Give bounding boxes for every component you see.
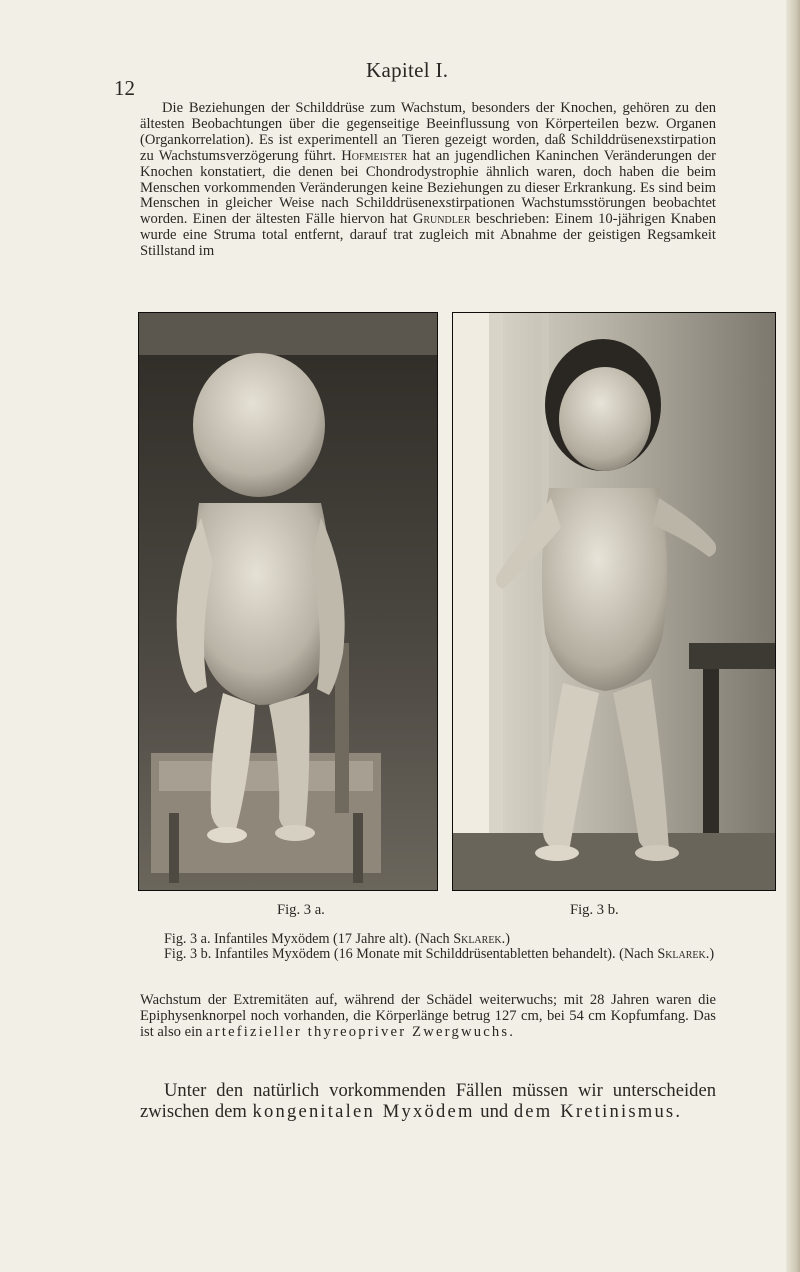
author-name-grundler: Grundler [412, 211, 471, 228]
page-number: 12 [114, 76, 135, 100]
figure-3a-label: Fig. 3 a. [277, 902, 325, 918]
caption-3a-author: Sklarek [453, 931, 502, 947]
caption-3b [140, 947, 716, 962]
figure-3b-label: Fig. 3 b. [570, 902, 619, 918]
paragraph-1-text-c: beschrieben: Einem 10-jährigen Knaben wurde eine Struma total entfernt, darauf trat zugleich mit Abnahme der geistigen Regsamkeit Stillstand im [140, 211, 716, 260]
page-edge [786, 0, 800, 1272]
paragraph-1-text-b: hat an jugendlichen Kaninchen Veränderungen der Knochen konstatiert, die denen bei Chondrodystrophie ähnlich waren, doch haben die beim Menschen vorkommenden Veränderungen keine Beziehungen zu dieser Erkrankung. Es sind beim Menschen in gleicher Weise nach Schilddrüsenexstirpationen Wachstumsstörungen beobachtet worden. Einen der ältesten Fälle hiervon hat [140, 147, 716, 228]
paragraph-3-text: Unter den natürlich vorkommenden Fällen müssen wir unterscheiden zwischen dem [140, 1080, 716, 1122]
paragraph-2-emphasis: artefizieller thyreopriver Zwergwuchs [206, 1023, 510, 1040]
figure-3b-photo [452, 312, 776, 891]
body-paragraph-2 [140, 993, 716, 1041]
caption-3b-author: Sklarek [657, 946, 706, 963]
paragraph-3-emphasis-1: kongenitalen Myxödem [252, 1101, 475, 1122]
caption-3a-end: .) [501, 931, 510, 947]
paragraph-2-text: Wachstum der Extremitäten auf, während der Schädel weiterwuchs; mit 28 Jahren waren die Epiphysenknorpel noch vorhanden, die Körperlänge betrug 127 cm, bei 54 cm Kopfumfang. Das ist also ein [140, 992, 716, 1040]
paragraph-3-middle: und [474, 1101, 514, 1122]
figure-captions [140, 932, 716, 963]
author-name-hofmeister: Hofmeister [341, 147, 408, 164]
caption-3b-text: Fig. 3 b. Infantiles Myxödem (16 Monate mit Schilddrüsentabletten behandelt). (Nach [164, 946, 658, 963]
paragraph-3-end: . [675, 1101, 681, 1122]
paragraph-3-emphasis-2: dem Kretinismus [513, 1101, 676, 1122]
body-paragraph-3 [140, 1080, 716, 1122]
body-paragraph-1 [140, 101, 716, 260]
running-title: Kapitel I. [366, 58, 449, 82]
page-header [0, 58, 800, 100]
caption-3b-end: .) [705, 946, 715, 963]
caption-3a-text: Fig. 3 a. Infantiles Myxödem (17 Jahre alt). (Nach [164, 931, 454, 947]
caption-3a [140, 932, 716, 947]
figure-3a-photo [138, 312, 438, 891]
paragraph-1-text-a: Die Beziehungen der Schilddrüse zum Wachstum, besonders der Knochen, gehören zu den ältesten Beobachtungen über die gegenseitige Beeinflussung von Körperteilen bezw. Organen (Organkorrelation). Es ist experimentell an Tieren gezeigt worden, daß Schilddrüsenexstirpation zu Wachstumsverzögerung führt. [140, 100, 716, 164]
paragraph-2-end: . [509, 1023, 513, 1040]
